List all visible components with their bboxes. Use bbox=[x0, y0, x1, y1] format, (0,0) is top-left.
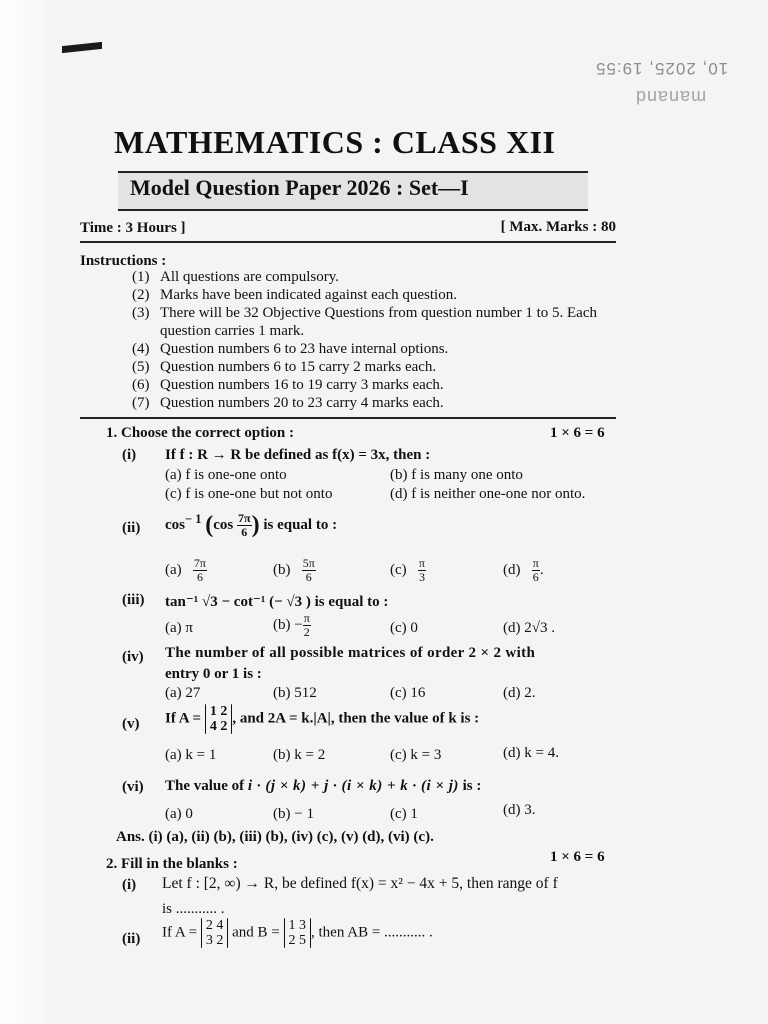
instruction-text: Question numbers 16 to 19 carry 3 marks each. bbox=[160, 377, 444, 393]
instruction-num: (6) bbox=[132, 377, 150, 393]
option-b: (b) k = 2 bbox=[273, 747, 326, 763]
instruction-num: (5) bbox=[132, 359, 150, 375]
q1-i-num: (i) bbox=[122, 447, 137, 463]
q1-v-stem bbox=[165, 704, 479, 734]
fraction bbox=[418, 557, 426, 584]
option-d: (d) f is neither one-one nor onto. bbox=[390, 486, 586, 502]
q2-ii-num: (ii) bbox=[122, 931, 141, 947]
option-d bbox=[503, 557, 544, 584]
option-c: (c) f is one-one but not onto bbox=[165, 486, 333, 502]
frac-den: 2 bbox=[303, 625, 310, 639]
option-d: (d) 2√3 . bbox=[503, 620, 555, 636]
instructions-heading: Instructions : bbox=[80, 253, 167, 269]
option-b bbox=[273, 612, 311, 639]
matrix-b bbox=[284, 918, 312, 948]
option-b: (b) 512 bbox=[273, 685, 317, 701]
option-d: (d) k = 4. bbox=[503, 745, 559, 761]
math-text: cos bbox=[213, 517, 234, 533]
corner-mark bbox=[62, 42, 102, 53]
frac-num: 7π bbox=[193, 556, 206, 570]
matrix-row: 4 2 bbox=[209, 719, 228, 734]
instruction-text: Question numbers 20 to 23 carry 4 marks each. bbox=[160, 395, 444, 411]
instruction-num: (3) bbox=[132, 305, 150, 321]
option-label: (b) bbox=[273, 561, 291, 578]
math-text: and B = bbox=[232, 924, 280, 941]
matrix-row: 2 4 bbox=[205, 918, 224, 933]
instruction-item bbox=[132, 286, 622, 304]
fraction bbox=[237, 512, 252, 539]
instruction-item bbox=[132, 268, 622, 286]
paren-open: ( bbox=[205, 512, 214, 539]
page-title: MATHEMATICS : CLASS XII bbox=[114, 124, 556, 160]
instruction-num: (2) bbox=[132, 287, 150, 303]
q2-i-num: (i) bbox=[122, 877, 137, 893]
matrix-row: 2 5 bbox=[288, 933, 307, 948]
math-sup: − 1 bbox=[185, 512, 202, 526]
divider bbox=[80, 241, 616, 243]
option-c: (c) k = 3 bbox=[390, 747, 442, 763]
paren-close: ) bbox=[251, 512, 260, 539]
q1-iv-stem-2: entry 0 or 1 is : bbox=[165, 666, 262, 682]
bleed-through-text: 10, 2025, 19:55 bbox=[594, 59, 728, 78]
scan-margin bbox=[0, 0, 60, 1024]
q1-v-num: (v) bbox=[122, 716, 140, 732]
instruction-num: (7) bbox=[132, 395, 150, 411]
q1-vi-num: (vi) bbox=[122, 779, 144, 795]
instruction-text: There will be 32 Objective Questions from question number 1 to 5. Each question carries 1 mark. bbox=[160, 305, 597, 339]
q1-marks: 1 × 6 = 6 bbox=[550, 425, 605, 441]
frac-den: 6 bbox=[241, 525, 248, 540]
math-text: cos bbox=[165, 517, 185, 533]
instruction-item bbox=[132, 376, 622, 394]
q1-vi-stem bbox=[165, 778, 481, 795]
q1-iii-stem: tan⁻¹ √3 − cot⁻¹ (− √3 ) is equal to : bbox=[165, 594, 389, 610]
instruction-text: Question numbers 6 to 23 have internal options. bbox=[160, 341, 449, 357]
frac-num: 5π bbox=[302, 556, 315, 570]
fraction bbox=[303, 612, 311, 639]
instruction-num: (1) bbox=[132, 269, 150, 285]
option-b bbox=[273, 557, 316, 584]
matrix-a bbox=[205, 704, 233, 734]
q1-iv-num: (iv) bbox=[122, 649, 144, 665]
fraction bbox=[532, 557, 540, 584]
q1-answer: Ans. (i) (a), (ii) (b), (iii) (b), (iv) (c), (v) (d), (vi) (c). bbox=[116, 829, 434, 845]
option-b: (b) f is many one onto bbox=[390, 467, 523, 483]
punct: . bbox=[539, 561, 544, 578]
q2-heading: 2. Fill in the blanks : bbox=[106, 856, 238, 872]
instruction-item bbox=[132, 358, 622, 376]
fraction bbox=[302, 557, 316, 584]
frac-num: π bbox=[532, 556, 539, 570]
matrix-row: 3 2 bbox=[205, 933, 224, 948]
divider bbox=[80, 417, 616, 419]
option-label: (c) bbox=[390, 561, 407, 578]
option-c: (c) 0 bbox=[390, 620, 418, 636]
option-c: (c) 1 bbox=[390, 806, 418, 822]
option-c: (c) 16 bbox=[390, 685, 426, 701]
q1-ii-stem bbox=[165, 512, 337, 539]
math-text: If A = bbox=[162, 924, 198, 941]
option-d: (d) 2. bbox=[503, 685, 536, 701]
instruction-num: (4) bbox=[132, 341, 150, 357]
instruction-text: Marks have been indicated against each question. bbox=[160, 287, 457, 303]
instruction-text: All questions are compulsory. bbox=[160, 269, 339, 285]
option-c bbox=[390, 557, 426, 584]
frac-num: 7π bbox=[238, 511, 251, 526]
frac-num: π bbox=[418, 556, 425, 570]
q1-iv-stem: The number of all possible matrices of order 2 × 2 with bbox=[165, 645, 536, 661]
math-text: is equal to : bbox=[263, 517, 338, 533]
bleed-through-text-2: manand bbox=[634, 87, 706, 107]
vector-expression: i · (j × k) + j · (i × k) + k · (i × j) bbox=[247, 778, 459, 794]
math-text: , then AB = ........... . bbox=[311, 924, 433, 941]
q1-i-stem: If f : R → R be defined as f(x) = 3x, then : bbox=[165, 447, 431, 463]
frac-den: 6 bbox=[305, 570, 312, 584]
instruction-item bbox=[132, 394, 622, 412]
option-a: (a) k = 1 bbox=[165, 747, 217, 763]
option-a bbox=[165, 557, 207, 584]
q2-i-line1: Let f : [2, ∞) → R, be defined f(x) = x² − 4x + 5, then range of f bbox=[162, 875, 558, 892]
page-subtitle: Model Question Paper 2026 : Set—I bbox=[130, 175, 469, 200]
matrix-row: 1 3 bbox=[288, 918, 307, 933]
fraction bbox=[193, 557, 207, 584]
option-a: (a) f is one-one onto bbox=[165, 467, 287, 483]
option-label: (a) bbox=[165, 561, 182, 578]
option-a: (a) 0 bbox=[165, 806, 193, 822]
math-text: is : bbox=[462, 778, 482, 794]
instruction-item bbox=[132, 304, 622, 340]
option-label: (d) bbox=[503, 561, 521, 578]
q1-heading: 1. Choose the correct option : bbox=[106, 425, 295, 441]
math-text: , and 2A = k.|A|, then the value of k is : bbox=[232, 710, 480, 727]
option-label: (b) − bbox=[273, 616, 303, 633]
frac-den: 6 bbox=[532, 570, 539, 584]
frac-den: 3 bbox=[418, 570, 425, 584]
option-a: (a) 27 bbox=[165, 685, 201, 701]
matrix-a bbox=[201, 918, 229, 948]
instructions-list bbox=[132, 268, 622, 412]
q2-marks: 1 × 6 = 6 bbox=[550, 849, 605, 865]
option-b: (b) − 1 bbox=[273, 806, 314, 822]
q2-ii-stem bbox=[162, 918, 433, 948]
q1-iii-num: (iii) bbox=[122, 592, 145, 608]
instruction-item bbox=[132, 340, 622, 358]
math-text: If A = bbox=[165, 710, 202, 727]
frac-den: 6 bbox=[196, 570, 203, 584]
time-label: Time : 3 Hours ] bbox=[80, 220, 186, 236]
instruction-text: Question numbers 6 to 15 carry 2 marks each. bbox=[160, 359, 437, 375]
max-marks-label: [ Max. Marks : 80 bbox=[500, 219, 616, 235]
frac-num: π bbox=[303, 611, 310, 625]
q2-i-line2: is ........... . bbox=[162, 901, 225, 917]
option-a: (a) π bbox=[165, 620, 193, 636]
matrix-row: 1 2 bbox=[209, 704, 228, 719]
option-d: (d) 3. bbox=[503, 802, 536, 818]
math-text: The value of bbox=[165, 778, 245, 794]
q1-ii-num: (ii) bbox=[122, 520, 141, 536]
